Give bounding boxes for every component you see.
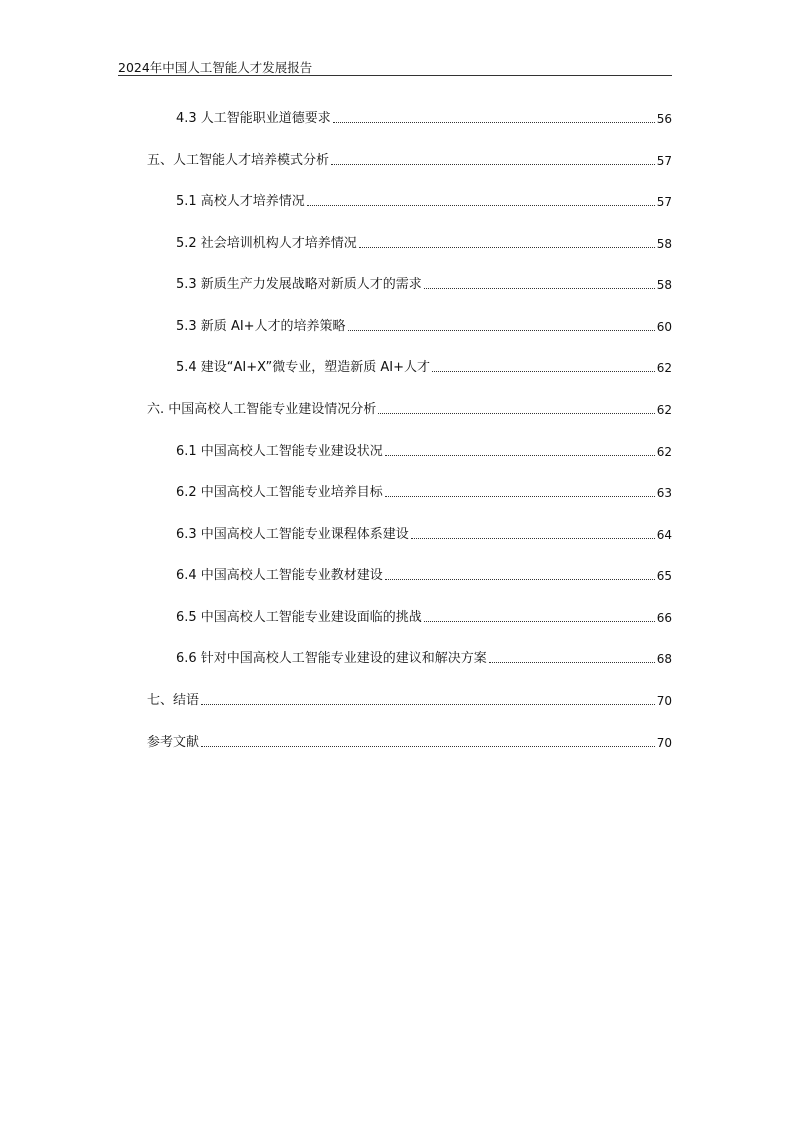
toc-entry[interactable] xyxy=(176,564,672,584)
toc-entry[interactable] xyxy=(176,315,672,335)
toc-entry-label: 6.3 中国高校人工智能专业课程体系建设 xyxy=(176,527,409,542)
toc-entry-label: 6.5 中国高校人工智能专业建设面临的挑战 xyxy=(176,610,422,625)
toc-page-number: 63 xyxy=(656,486,672,500)
toc-leader xyxy=(385,455,655,456)
toc-page-number: 56 xyxy=(656,112,672,126)
toc-entry-label: 参考文献 xyxy=(147,735,200,750)
toc-entry[interactable] xyxy=(176,190,672,210)
toc-page-number: 57 xyxy=(656,154,672,168)
toc-leader xyxy=(424,621,655,622)
toc-page-number: 62 xyxy=(656,361,672,375)
toc-leader xyxy=(385,579,655,580)
toc-entry[interactable] xyxy=(176,356,672,376)
toc-entry[interactable] xyxy=(176,647,672,667)
toc-page-number: 68 xyxy=(656,652,672,666)
toc-entry[interactable] xyxy=(176,107,672,127)
toc-entry[interactable] xyxy=(147,149,672,169)
toc-leader xyxy=(348,330,655,331)
toc-leader xyxy=(432,371,655,372)
toc-leader xyxy=(411,538,655,539)
header-rule xyxy=(118,75,672,76)
toc-leader xyxy=(201,704,655,705)
toc-leader xyxy=(307,205,655,206)
toc-entry[interactable] xyxy=(147,398,672,418)
toc-entry-label: 6.6 针对中国高校人工智能专业建设的建议和解决方案 xyxy=(176,651,487,666)
toc-page-number: 62 xyxy=(656,403,672,417)
toc-entry[interactable] xyxy=(176,606,672,626)
toc-leader xyxy=(333,122,655,123)
toc-entry-label: 5.2 社会培训机构人才培养情况 xyxy=(176,236,357,251)
toc-entry[interactable] xyxy=(176,232,672,252)
toc-page-number: 60 xyxy=(656,320,672,334)
toc-entry[interactable] xyxy=(176,523,672,543)
toc-leader xyxy=(378,413,654,414)
toc-page-number: 58 xyxy=(656,278,672,292)
toc-page-number: 58 xyxy=(656,237,672,251)
toc-leader xyxy=(385,496,655,497)
toc-entry-label: 5.3 新质 AI+人才的培养策略 xyxy=(176,319,346,334)
toc-entry-label: 5.1 高校人才培养情况 xyxy=(176,194,305,209)
toc-entry[interactable] xyxy=(147,731,672,751)
toc-entry-label: 五、人工智能人才培养模式分析 xyxy=(147,153,330,168)
toc-entry-label: 6.4 中国高校人工智能专业教材建设 xyxy=(176,568,383,583)
toc-page-number: 70 xyxy=(656,694,672,708)
toc-entry-label: 5.3 新质生产力发展战略对新质人才的需求 xyxy=(176,277,422,292)
toc-entry[interactable] xyxy=(176,481,672,501)
toc-leader xyxy=(359,247,655,248)
toc-entry-label: 6.2 中国高校人工智能专业培养目标 xyxy=(176,485,383,500)
toc-entry-label: 4.3 人工智能职业道德要求 xyxy=(176,111,331,126)
toc-page-number: 65 xyxy=(656,569,672,583)
toc-page-number: 66 xyxy=(656,611,672,625)
toc-entry[interactable] xyxy=(176,273,672,293)
toc-entry-label: 5.4 建设“AI+X”微专业，塑造新质 AI+人才 xyxy=(176,360,431,375)
toc-page-number: 57 xyxy=(656,195,672,209)
toc-leader xyxy=(201,746,655,747)
toc-entry-label: 七、结语 xyxy=(147,693,200,708)
toc-leader xyxy=(424,288,655,289)
toc-page-number: 64 xyxy=(656,528,672,542)
toc-page-number: 62 xyxy=(656,445,672,459)
toc-leader xyxy=(331,164,655,165)
toc-leader xyxy=(489,662,655,663)
page-header: 2024年中国人工智能人才发展报告 xyxy=(118,60,313,75)
toc-page-number: 70 xyxy=(656,736,672,750)
toc-entry[interactable] xyxy=(176,440,672,460)
toc-entry-label: 六. 中国高校人工智能专业建设情况分析 xyxy=(147,402,377,417)
toc-entry-label: 6.1 中国高校人工智能专业建设状况 xyxy=(176,444,383,459)
toc-entry[interactable] xyxy=(147,689,672,709)
